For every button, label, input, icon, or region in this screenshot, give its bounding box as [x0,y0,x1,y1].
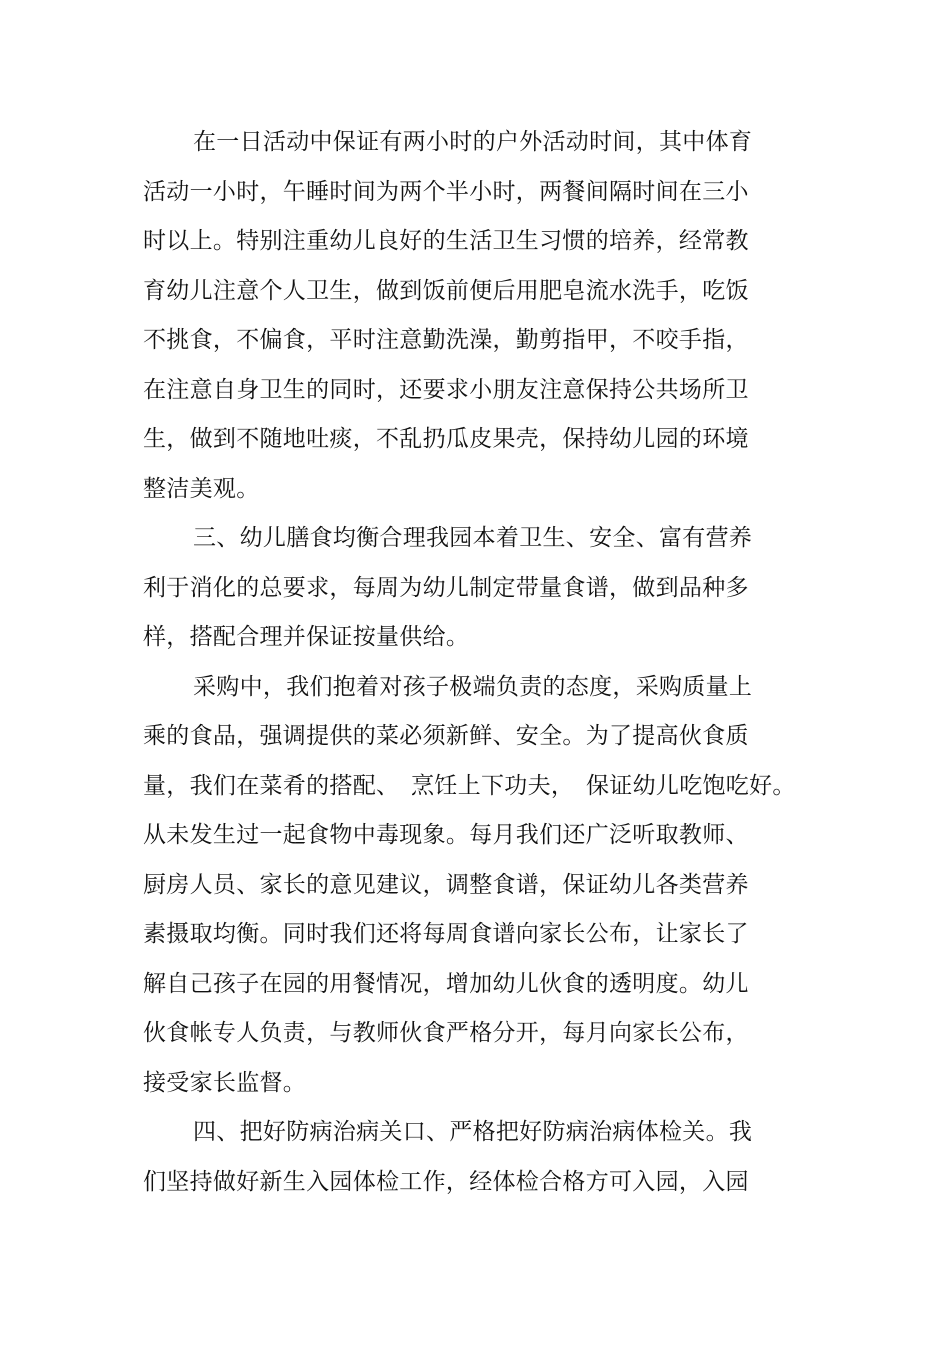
text-line: 时以上。特别注重幼儿良好的生活卫生习惯的培养，经常教 [143,228,749,254]
text-line: 们坚持做好新生入园体检工作，经体检合格方可入园，入园 [143,1168,749,1195]
text-line: 利于消化的总要求，每周为幼儿制定带量食谱，做到品种多 [143,574,749,601]
text-line: 从未发生过一起食物中毒现象。每月我们还广泛听取教师、 [143,822,749,848]
text-line: 伙食帐专人负责，与教师伙食严格分开，每月向家长公布， [143,1020,749,1046]
text-line: 乘的食品，强调提供的菜必须新鲜、安全。为了提高伙食质 [143,723,749,749]
text-line: 样，搭配合理并保证按量供给。 [143,624,470,650]
text-line: 接受家长监督。 [143,1069,307,1096]
text-line: 在注意自身卫生的同时，还要求小朋友注意保持公共场所卫 [143,376,749,403]
text-line: 活动一小时，午睡时间为两个半小时，两餐间隔时间在三小 [143,178,749,205]
paragraph-first-line: 采购中，我们抱着对孩子极端负责的态度，采购质量上 [193,673,753,700]
text-line: 量，我们在菜肴的搭配、 烹饪上下功夫， 保证幼儿吃饱吃好。 [143,772,796,799]
text-line: 育幼儿注意个人卫生，做到饭前便后用肥皂流水洗手，吃饭 [143,277,749,304]
text-line: 不挑食，不偏食，平时注意勤洗澡，勤剪指甲，不咬手指， [143,327,749,353]
paragraph-first-line: 四、把好防病治病关口、严格把好防病治病体检关。我 [193,1119,753,1145]
paragraph-first-line: 三、幼儿膳食均衡合理我园本着卫生、安全、富有营养 [193,525,753,551]
paragraph-first-line: 在一日活动中保证有两小时的户外活动时间，其中体育 [193,129,753,155]
text-line: 厨房人员、家长的意见建议，调整食谱，保证幼儿各类营养 [143,871,749,898]
text-line: 解自己孩子在园的用餐情况，增加幼儿伙食的透明度。幼儿 [143,970,749,997]
document-body [143,118,803,1207]
text-line: 生，做到不随地吐痰，不乱扔瓜皮果壳，保持幼儿园的环境 [143,426,749,452]
text-line: 素摄取均衡。同时我们还将每周食谱向家长公布，让家长了 [143,921,749,947]
text-line: 整洁美观。 [143,475,260,502]
